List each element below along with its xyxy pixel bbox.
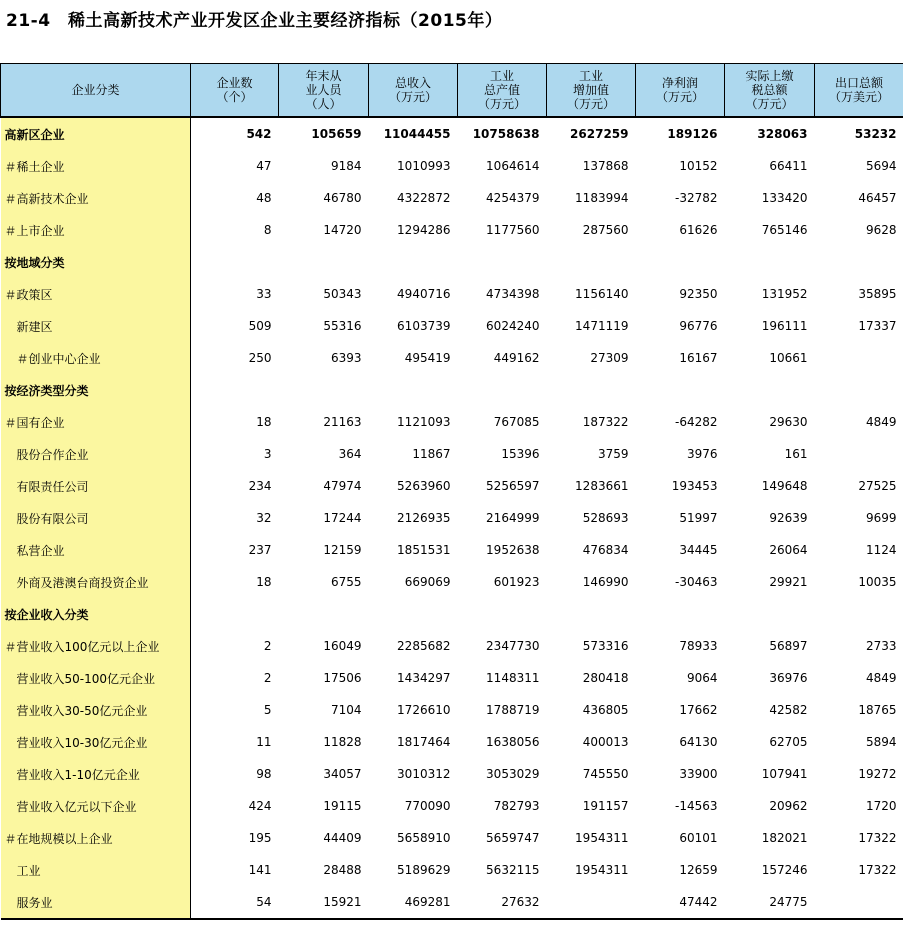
column-header-line: 出口总额: [834, 76, 883, 90]
table-cell: 1954311: [575, 831, 629, 845]
economic-indicators-table: [0, 63, 903, 920]
table-row: [1, 790, 903, 822]
table-cell: 47: [256, 159, 272, 173]
table-cell: 4849: [865, 415, 897, 429]
table-cell: 528693: [582, 511, 629, 525]
table-cell: 50343: [323, 287, 362, 301]
table-cell: 191157: [582, 799, 629, 813]
table-cell: 137868: [582, 159, 629, 173]
category-label: 服务业: [1, 886, 191, 919]
table-cell: [279, 374, 369, 406]
column-header-line: （个）: [216, 90, 253, 104]
table-row: [1, 406, 903, 438]
column-header: [458, 64, 547, 118]
column-header-line: 税总额: [751, 83, 788, 97]
table-cell: 9628: [865, 223, 897, 237]
table-cell: 1471119: [575, 319, 629, 333]
table-cell: 131952: [761, 287, 808, 301]
table-cell: [547, 246, 636, 278]
table-cell: 34445: [679, 543, 718, 557]
table-cell: [815, 886, 903, 919]
table-cell: 19115: [323, 799, 362, 813]
column-header-line: 工业: [578, 69, 603, 83]
table-cell: 1283661: [575, 479, 629, 493]
table-cell: 8: [263, 223, 272, 237]
table-cell: 2347730: [486, 639, 540, 653]
category-label: 股份有限公司: [1, 502, 191, 534]
category-label: 营业收入30-50亿元企业: [1, 694, 191, 726]
table-cell: [636, 598, 725, 630]
table-cell: [815, 598, 903, 630]
table-cell: 15396: [501, 447, 540, 461]
table-cell: 6103739: [397, 319, 451, 333]
column-header-line: 企业数: [216, 76, 253, 90]
table-cell: 6393: [330, 351, 362, 365]
table-cell: [191, 598, 279, 630]
column-header-line: （万元）: [655, 90, 704, 104]
table-cell: 495419: [404, 351, 451, 365]
table-cell: 5189629: [397, 863, 451, 877]
table-row: [1, 502, 903, 534]
table-row: [1, 438, 903, 470]
table-row: [1, 758, 903, 790]
table-row: [1, 726, 903, 758]
table-cell: 96776: [679, 319, 718, 333]
table-cell: 61626: [679, 223, 718, 237]
table-body: [1, 117, 903, 919]
table-cell: 18: [256, 575, 272, 589]
table-cell: 34057: [323, 767, 362, 781]
table-cell: 64130: [679, 735, 718, 749]
table-cell: 1952638: [486, 543, 540, 557]
table-row: [1, 534, 903, 566]
column-header-line: （万元）: [477, 97, 526, 111]
table-cell: 107941: [761, 767, 808, 781]
table-cell: 7104: [330, 703, 362, 717]
table-cell: 5894: [865, 735, 897, 749]
table-cell: [815, 374, 903, 406]
table-cell: 469281: [369, 886, 458, 919]
category-label: 营业收入1-10亿元企业: [1, 758, 191, 790]
column-header-line: 企业分类: [71, 83, 120, 97]
table-cell: [815, 342, 903, 374]
table-cell: [458, 246, 547, 278]
table-cell: 436805: [582, 703, 629, 717]
table-cell: 16167: [679, 351, 718, 365]
table-cell: 33: [256, 287, 272, 301]
column-header: [279, 64, 369, 118]
table-cell: 11867: [412, 447, 451, 461]
column-header-line: （人）: [305, 97, 342, 111]
table-cell: [458, 374, 547, 406]
table-cell: 1638056: [486, 735, 540, 749]
table-cell: 4322872: [397, 191, 451, 205]
table-row: [1, 150, 903, 182]
table-cell: 2: [263, 639, 272, 653]
table-cell: 20962: [769, 799, 808, 813]
table-row: [1, 630, 903, 662]
table-cell: 400013: [582, 735, 629, 749]
table-header-row: [1, 64, 903, 118]
table-cell: 92350: [679, 287, 718, 301]
table-row: [1, 886, 903, 919]
table-cell: 782793: [493, 799, 540, 813]
column-header-line: 实际上缴: [745, 69, 794, 83]
table-row: [1, 854, 903, 886]
table-row: [1, 566, 903, 598]
table-row: [1, 310, 903, 342]
table-cell: 28488: [323, 863, 362, 877]
table-cell: 35895: [858, 287, 897, 301]
column-header-category: [1, 64, 191, 118]
column-header-line: 总产值: [483, 83, 520, 97]
table-cell: 17337: [858, 319, 897, 333]
table-cell: 1064614: [486, 159, 540, 173]
table-cell: 182021: [761, 831, 808, 845]
table-cell: 10758638: [458, 117, 547, 150]
category-label: 营业收入亿元以下企业: [1, 790, 191, 822]
table-cell: 1788719: [486, 703, 540, 717]
table-cell: 92639: [769, 511, 808, 525]
table-cell: 33900: [679, 767, 718, 781]
table-cell: 26064: [769, 543, 808, 557]
table-cell: 11044455: [369, 117, 458, 150]
table-cell: 5694: [865, 159, 897, 173]
table-cell: 5: [263, 703, 272, 717]
column-header: [547, 64, 636, 118]
table-cell: 27632: [458, 886, 547, 919]
table-cell: 27309: [590, 351, 629, 365]
table-cell: 669069: [404, 575, 451, 589]
table-cell: 46457: [858, 191, 897, 205]
table-cell: [547, 374, 636, 406]
table-cell: 56897: [769, 639, 808, 653]
table-cell: [815, 246, 903, 278]
table-cell: 48: [256, 191, 272, 205]
table-cell: 196111: [761, 319, 808, 333]
table-cell: 55316: [323, 319, 362, 333]
table-cell: -30463: [674, 575, 718, 589]
table-cell: 424: [248, 799, 272, 813]
table-cell: 9699: [865, 511, 897, 525]
table-cell: 24775: [725, 886, 815, 919]
table-cell: 280418: [582, 671, 629, 685]
table-cell: [725, 598, 815, 630]
table-cell: 187322: [582, 415, 629, 429]
category-label: 工业: [1, 854, 191, 886]
table-cell: 146990: [582, 575, 629, 589]
table-cell: 2285682: [397, 639, 451, 653]
table-cell: 19272: [858, 767, 897, 781]
column-header-line: （万元）: [388, 90, 437, 104]
category-label: ＃政策区: [1, 278, 191, 310]
category-label: ＃营业收入100亿元以上企业: [1, 630, 191, 662]
table-cell: 6755: [330, 575, 362, 589]
table-cell: 4734398: [486, 287, 540, 301]
table-cell: 2164999: [486, 511, 540, 525]
column-header-line: 年末从: [305, 69, 342, 83]
table-cell: [191, 374, 279, 406]
table-cell: 157246: [761, 863, 808, 877]
table-cell: 250: [248, 351, 272, 365]
table-row: [1, 117, 903, 150]
table-cell: 4940716: [397, 287, 451, 301]
table-cell: 1124: [865, 543, 897, 557]
table-cell: 1183994: [575, 191, 629, 205]
table-cell: 5659747: [486, 831, 540, 845]
section-header-row: [1, 374, 903, 406]
category-label: ＃国有企业: [1, 406, 191, 438]
table-cell: [279, 598, 369, 630]
column-header-line: （万元）: [566, 97, 615, 111]
section-header-row: [1, 246, 903, 278]
table-cell: 237: [248, 543, 272, 557]
table-cell: [547, 886, 636, 919]
table-cell: 1010993: [397, 159, 451, 173]
category-label: ＃高新技术企业: [1, 182, 191, 214]
table-cell: 5263960: [397, 479, 451, 493]
table-cell: 5256597: [486, 479, 540, 493]
table-cell: 18: [256, 415, 272, 429]
category-label: ＃稀土企业: [1, 150, 191, 182]
table-cell: 46780: [323, 191, 362, 205]
table-cell: [547, 598, 636, 630]
table-cell: 5632115: [486, 863, 540, 877]
table-cell: 765146: [761, 223, 808, 237]
table-cell: 509: [248, 319, 272, 333]
table-cell: [458, 598, 547, 630]
column-header: [725, 64, 815, 118]
table-cell: 2627259: [547, 117, 636, 150]
table-cell: 3759: [597, 447, 629, 461]
table-cell: 11828: [323, 735, 362, 749]
table-cell: 10661: [769, 351, 808, 365]
table-row: [1, 470, 903, 502]
category-label: 有限责任公司: [1, 470, 191, 502]
table-cell: 54: [191, 886, 279, 919]
column-header-line: （万美元）: [828, 90, 889, 104]
table-cell: 573316: [582, 639, 629, 653]
table-cell: 5658910: [397, 831, 451, 845]
table-cell: 1434297: [397, 671, 451, 685]
table-cell: 4254379: [486, 191, 540, 205]
table-cell: 98: [256, 767, 272, 781]
table-cell: 2733: [865, 639, 897, 653]
table-cell: 44409: [323, 831, 362, 845]
column-header: [191, 64, 279, 118]
section-label: 按企业收入分类: [1, 598, 191, 630]
table-cell: 105659: [279, 117, 369, 150]
table-cell: [369, 374, 458, 406]
category-label: ＃上市企业: [1, 214, 191, 246]
page-title: 21-4 稀土高新技术产业开发区企业主要经济指标（2015年）: [6, 11, 503, 31]
table-cell: 364: [338, 447, 362, 461]
section-header-row: [1, 598, 903, 630]
table-cell: 12159: [323, 543, 362, 557]
section-label: 按经济类型分类: [1, 374, 191, 406]
table-cell: [279, 246, 369, 278]
column-header-line: 净利润: [661, 76, 698, 90]
table-cell: [725, 246, 815, 278]
table-cell: 14720: [323, 223, 362, 237]
category-label: 新建区: [1, 310, 191, 342]
table-cell: 47442: [636, 886, 725, 919]
table-cell: 66411: [769, 159, 808, 173]
table-cell: 60101: [679, 831, 718, 845]
table-cell: 449162: [493, 351, 540, 365]
table-cell: 1720: [865, 799, 897, 813]
column-header: [636, 64, 725, 118]
table-cell: 745550: [582, 767, 629, 781]
table-cell: 542: [191, 117, 279, 150]
table-cell: [369, 246, 458, 278]
table-cell: [636, 374, 725, 406]
table-cell: 3: [263, 447, 272, 461]
table-cell: 193453: [671, 479, 718, 493]
table-cell: 29630: [769, 415, 808, 429]
table-row: [1, 342, 903, 374]
table-cell: 287560: [582, 223, 629, 237]
table-cell: [725, 374, 815, 406]
column-header-line: （万元）: [745, 97, 794, 111]
table-cell: 47974: [323, 479, 362, 493]
table-cell: 15921: [279, 886, 369, 919]
table-cell: 601923: [493, 575, 540, 589]
table-cell: 770090: [404, 799, 451, 813]
table-row: [1, 182, 903, 214]
table-cell: [191, 246, 279, 278]
column-header-line: 总收入: [394, 76, 431, 90]
data-table-container: [0, 63, 903, 920]
table-cell: 1851531: [397, 543, 451, 557]
table-cell: 2: [263, 671, 272, 685]
table-cell: 234: [248, 479, 272, 493]
table-cell: 36976: [769, 671, 808, 685]
table-cell: 2126935: [397, 511, 451, 525]
column-header: [815, 64, 903, 118]
category-label: ＃在地规模以上企业: [1, 822, 191, 854]
table-cell: 42582: [769, 703, 808, 717]
table-cell: 476834: [582, 543, 629, 557]
table-cell: 51997: [679, 511, 718, 525]
table-cell: 1726610: [397, 703, 451, 717]
table-cell: 189126: [636, 117, 725, 150]
table-cell: [815, 438, 903, 470]
table-cell: 27525: [858, 479, 897, 493]
table-cell: -14563: [674, 799, 718, 813]
column-header: [369, 64, 458, 118]
table-cell: 6024240: [486, 319, 540, 333]
section-label: 按地域分类: [1, 246, 191, 278]
category-label: 营业收入50-100亿元企业: [1, 662, 191, 694]
table-cell: [636, 246, 725, 278]
table-cell: 18765: [858, 703, 897, 717]
table-cell: 141: [248, 863, 272, 877]
table-cell: 17662: [679, 703, 718, 717]
table-cell: 17244: [323, 511, 362, 525]
category-label: 外商及港澳台商投资企业: [1, 566, 191, 598]
table-cell: 149648: [761, 479, 808, 493]
category-label: 股份合作企业: [1, 438, 191, 470]
table-cell: 1121093: [397, 415, 451, 429]
table-cell: 9184: [330, 159, 362, 173]
table-cell: 32: [256, 511, 272, 525]
category-label: 高新区企业: [1, 117, 191, 150]
column-header-line: 增加值: [572, 83, 609, 97]
table-cell: 133420: [761, 191, 808, 205]
table-row: [1, 822, 903, 854]
table-cell: 1177560: [486, 223, 540, 237]
table-cell: 1294286: [397, 223, 451, 237]
category-label: ＃创业中心企业: [1, 342, 191, 374]
table-cell: 17322: [858, 863, 897, 877]
table-cell: 17322: [858, 831, 897, 845]
table-cell: 767085: [493, 415, 540, 429]
table-cell: 17506: [323, 671, 362, 685]
table-cell: 1817464: [397, 735, 451, 749]
table-cell: 3976: [686, 447, 718, 461]
table-cell: 1156140: [575, 287, 629, 301]
table-cell: 9064: [686, 671, 718, 685]
table-cell: 11: [256, 735, 272, 749]
table-cell: 53232: [815, 117, 903, 150]
table-cell: 3053029: [486, 767, 540, 781]
table-row: [1, 278, 903, 310]
table-cell: -32782: [674, 191, 718, 205]
column-header-line: 业人员: [305, 83, 342, 97]
column-header-line: 工业: [489, 69, 514, 83]
table-cell: -64282: [674, 415, 718, 429]
table-cell: 195: [248, 831, 272, 845]
category-label: 私营企业: [1, 534, 191, 566]
table-cell: 3010312: [397, 767, 451, 781]
table-cell: 161: [784, 447, 808, 461]
table-cell: 10035: [858, 575, 897, 589]
table-cell: 4849: [865, 671, 897, 685]
table-row: [1, 214, 903, 246]
table-cell: 16049: [323, 639, 362, 653]
table-cell: 29921: [769, 575, 808, 589]
table-cell: 1954311: [575, 863, 629, 877]
table-cell: 62705: [769, 735, 808, 749]
table-cell: [369, 598, 458, 630]
table-cell: 328063: [725, 117, 815, 150]
table-row: [1, 694, 903, 726]
table-cell: 1148311: [486, 671, 540, 685]
table-cell: 78933: [679, 639, 718, 653]
table-cell: 21163: [323, 415, 362, 429]
table-cell: 12659: [679, 863, 718, 877]
category-label: 营业收入10-30亿元企业: [1, 726, 191, 758]
table-row: [1, 662, 903, 694]
table-cell: 10152: [679, 159, 718, 173]
